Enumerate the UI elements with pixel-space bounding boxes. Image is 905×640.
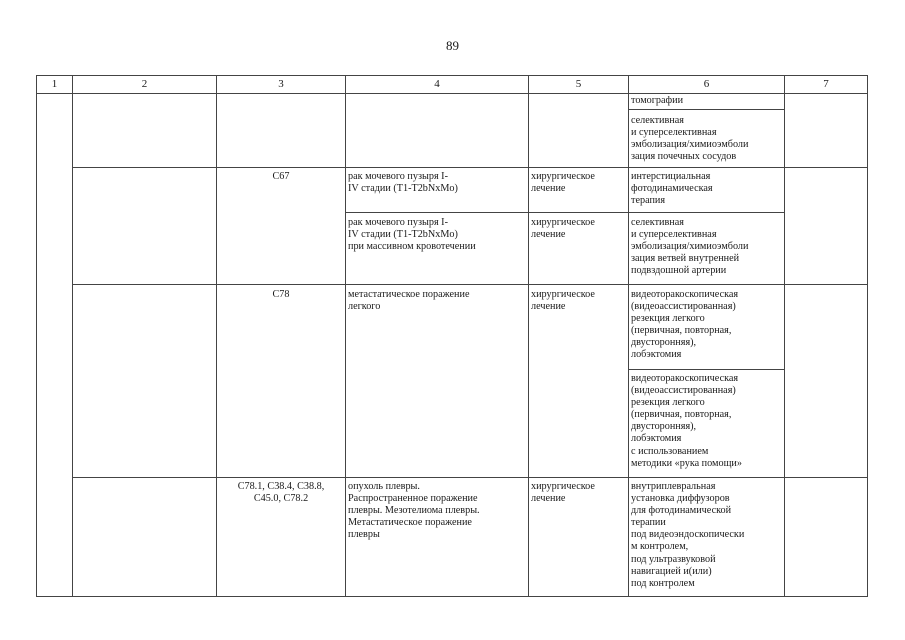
table-cell: опухоль плевры. Распространенное поражение плевры. Мезотелиома плевры. Метастатическое поражение плевры [348,481,480,541]
table-cell: C67 [272,171,290,182]
row-divider [628,369,784,370]
column-divider [345,75,346,597]
column-divider [72,75,73,597]
table-cell: хирургическое лечение [531,481,595,505]
table-cell: селективная и суперселективная эмболизация/химиоэмболи зация ветвей внутренней подвздошной артерии [631,217,749,277]
column-divider [784,75,785,597]
table-cell: метастатическое поражение легкого [348,289,470,313]
header-row-divider [36,93,867,94]
table-border-right [867,75,868,597]
table-cell: рак мочевого пузыря I- IV стадии (T1-T2bNxMo) [348,171,458,195]
row-divider [72,477,867,478]
header-cell: 3 [278,78,284,90]
row-divider [628,109,784,110]
header-cell: 6 [703,78,710,90]
table-cell: C78 [272,289,290,300]
page-number: 89 [446,38,459,53]
row-divider [345,212,784,213]
column-divider [528,75,529,597]
table-cell: видеоторакоскопическая (видеоассистированная) резекция легкого (первичная, повторная, двусторонняя), лобэктомия с использованием методики «рука помощи» [631,373,742,469]
header-cell: 1 [51,78,58,90]
table-cell: C78.1, C38.4, C38.8, C45.0, C78.2 [237,481,325,505]
table-border-left [36,75,37,597]
header-cell: 7 [823,78,829,90]
row-divider [72,284,867,285]
column-divider [628,75,629,597]
table-cell: селективная и суперселективная эмболизация/химиоэмболи зация почечных сосудов [631,115,749,163]
table-cell: хирургическое лечение [531,289,595,313]
header-cell: 4 [434,78,440,90]
table-border-bottom [36,596,867,597]
column-divider [216,75,217,597]
table-cell: видеоторакоскопическая (видеоассистированная) резекция легкого (первичная, повторная, двусторонняя), лобэктомия [631,289,739,361]
header-cell: 5 [575,78,582,90]
header-cell: 2 [141,78,148,90]
table-cell: хирургическое лечение [531,171,595,195]
table-cell: томографии [631,95,684,106]
table-cell: хирургическое лечение [531,217,595,241]
row-divider [72,167,867,168]
table-cell: рак мочевого пузыря I- IV стадии (T1-T2bNxMo) при массивном кровотечении [348,217,476,253]
table-cell: интерстициальная фотодинамическая терапия [631,171,713,207]
table-cell: внутриплевральная установка диффузоров для фотодинамической терапии под видеоэндоскопически м контролем, под ультразвуковой навигацией и(или) под контролем [631,481,745,589]
table-border-top [36,75,867,76]
